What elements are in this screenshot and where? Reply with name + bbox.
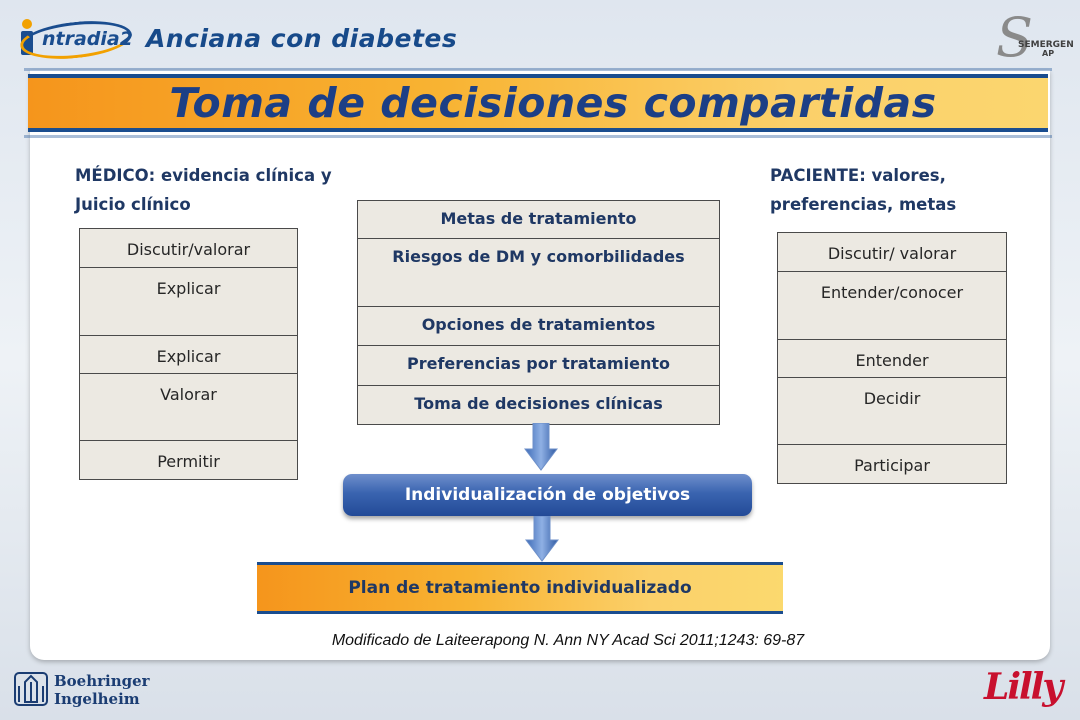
patient-item: Entender/conocer bbox=[778, 272, 1007, 340]
doctor-item: Valorar bbox=[80, 374, 298, 441]
semergen-logo-text: SEMERGEN bbox=[1018, 40, 1074, 50]
doctor-item: Permitir bbox=[80, 441, 298, 480]
doctor-actions-table bbox=[79, 228, 298, 480]
doctor-heading-line2: Juicio clínico bbox=[75, 195, 191, 214]
lilly-logo: Lilly bbox=[984, 666, 1062, 708]
center-item: Riesgos de DM y comorbilidades bbox=[358, 239, 720, 307]
boehringer-mark-icon bbox=[14, 672, 48, 706]
patient-item: Decidir bbox=[778, 378, 1007, 445]
boehringer-ingelheim-logo bbox=[14, 672, 150, 712]
ingelheim-text: Ingelheim bbox=[54, 690, 140, 708]
doctor-item: Explicar bbox=[80, 336, 298, 374]
doctor-item: Explicar bbox=[80, 268, 298, 336]
title-band bbox=[28, 74, 1048, 132]
patient-heading bbox=[770, 161, 1030, 219]
patient-item: Discutir/ valorar bbox=[778, 233, 1007, 272]
down-arrow-icon bbox=[525, 516, 559, 562]
decision-topics-table bbox=[357, 200, 720, 425]
treatment-plan-label: Plan de tratamiento individualizado bbox=[348, 578, 692, 598]
center-item: Preferencias por tratamiento bbox=[358, 346, 720, 386]
patient-actions-table bbox=[777, 232, 1007, 484]
semergen-logo-sub: AP bbox=[1042, 49, 1055, 58]
doctor-heading-line1: MÉDICO: evidencia clínica y bbox=[75, 166, 332, 185]
patient-heading-line2: preferencias, metas bbox=[770, 195, 957, 214]
page-title: Toma de decisiones compartidas bbox=[169, 79, 937, 127]
semergen-s-icon: S bbox=[996, 6, 1033, 69]
down-arrow-icon bbox=[524, 423, 558, 471]
boehringer-text: Boehringer bbox=[54, 672, 150, 690]
treatment-plan-band bbox=[257, 562, 783, 614]
patient-item: Participar bbox=[778, 445, 1007, 484]
center-item: Toma de decisiones clínicas bbox=[358, 386, 720, 425]
citation: Modificado de Laiteerapong N. Ann NY Acad Sci 2011;1243: 69-87 bbox=[331, 632, 805, 649]
doctor-heading bbox=[75, 161, 375, 219]
center-item: Opciones de tratamientos bbox=[358, 307, 720, 346]
doctor-item: Discutir/valorar bbox=[80, 229, 298, 268]
center-item: Metas de tratamiento bbox=[358, 201, 720, 239]
patient-heading-line1: PACIENTE: valores, bbox=[770, 166, 946, 185]
semergen-logo bbox=[996, 6, 1074, 70]
logo-intradia-text: ntradia2 bbox=[42, 28, 133, 50]
individualization-banner: Individualización de objetivos bbox=[343, 474, 752, 516]
patient-item: Entender bbox=[778, 340, 1007, 378]
intradia2-logo bbox=[14, 14, 134, 64]
header-subtitle: Anciana con diabetes bbox=[146, 24, 458, 53]
